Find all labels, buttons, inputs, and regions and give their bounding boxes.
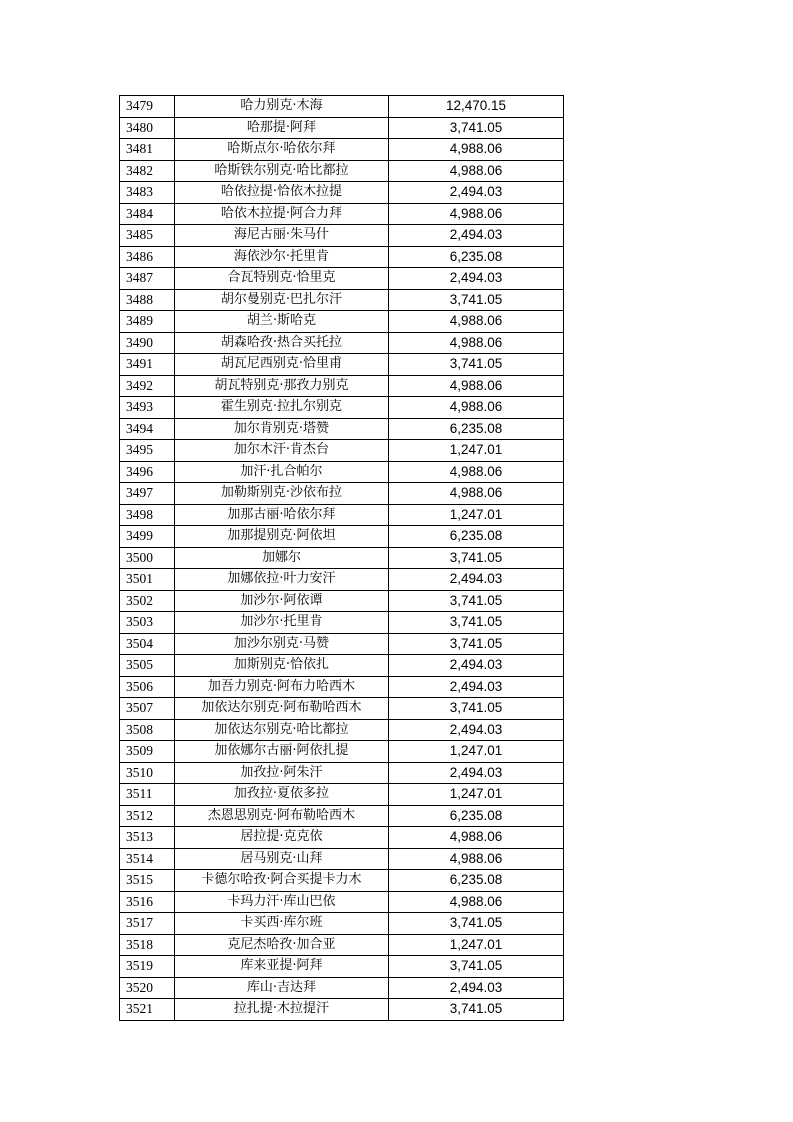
table-row — [120, 547, 564, 569]
table-row — [120, 870, 564, 892]
row-id-cell: 3505 — [120, 655, 175, 677]
row-amount-cell: 1,247.01 — [389, 440, 564, 462]
row-amount-cell: 2,494.03 — [389, 182, 564, 204]
row-name-cell: 哈力别克·木海 — [175, 96, 389, 118]
row-name-cell: 卡买西·库尔班 — [175, 913, 389, 935]
table-row — [120, 504, 564, 526]
row-name-cell: 海依沙尔·托里肯 — [175, 246, 389, 268]
row-amount-cell: 2,494.03 — [389, 977, 564, 999]
row-id-cell: 3516 — [120, 891, 175, 913]
table-row — [120, 934, 564, 956]
row-id-cell: 3518 — [120, 934, 175, 956]
row-name-cell: 胡兰·斯哈克 — [175, 311, 389, 333]
row-name-cell: 胡尔曼别克·巴扎尔汗 — [175, 289, 389, 311]
row-name-cell: 加尔肯别克·塔赞 — [175, 418, 389, 440]
row-name-cell: 加汗·扎合帕尔 — [175, 461, 389, 483]
row-id-cell: 3501 — [120, 569, 175, 591]
row-id-cell: 3509 — [120, 741, 175, 763]
row-id-cell: 3503 — [120, 612, 175, 634]
row-name-cell: 卡德尔哈孜·阿合买提卡力木 — [175, 870, 389, 892]
row-name-cell: 加依达尔别克·哈比都拉 — [175, 719, 389, 741]
row-amount-cell: 3,741.05 — [389, 289, 564, 311]
table-row — [120, 461, 564, 483]
table-row — [120, 289, 564, 311]
table-row — [120, 139, 564, 161]
row-id-cell: 3502 — [120, 590, 175, 612]
table-row — [120, 246, 564, 268]
row-id-cell: 3512 — [120, 805, 175, 827]
row-name-cell: 加依达尔别克·阿布勒哈西木 — [175, 698, 389, 720]
row-id-cell: 3514 — [120, 848, 175, 870]
row-amount-cell: 4,988.06 — [389, 891, 564, 913]
table-row — [120, 590, 564, 612]
row-id-cell: 3483 — [120, 182, 175, 204]
table-row — [120, 784, 564, 806]
table-row — [120, 526, 564, 548]
row-name-cell: 加斯别克·恰依扎 — [175, 655, 389, 677]
row-id-cell: 3492 — [120, 375, 175, 397]
row-name-cell: 加沙尔·托里肯 — [175, 612, 389, 634]
row-name-cell: 加孜拉·阿朱汗 — [175, 762, 389, 784]
row-amount-cell: 4,988.06 — [389, 375, 564, 397]
table-row — [120, 418, 564, 440]
row-amount-cell: 6,235.08 — [389, 526, 564, 548]
table-row — [120, 633, 564, 655]
row-amount-cell: 2,494.03 — [389, 762, 564, 784]
table-row — [120, 375, 564, 397]
row-id-cell: 3482 — [120, 160, 175, 182]
table-row — [120, 332, 564, 354]
table-row — [120, 913, 564, 935]
row-id-cell: 3491 — [120, 354, 175, 376]
row-id-cell: 3508 — [120, 719, 175, 741]
row-amount-cell: 4,988.06 — [389, 139, 564, 161]
row-amount-cell: 1,247.01 — [389, 934, 564, 956]
row-id-cell: 3500 — [120, 547, 175, 569]
row-id-cell: 3504 — [120, 633, 175, 655]
row-amount-cell: 2,494.03 — [389, 569, 564, 591]
table-row — [120, 569, 564, 591]
table-row — [120, 440, 564, 462]
row-id-cell: 3485 — [120, 225, 175, 247]
row-amount-cell: 6,235.08 — [389, 870, 564, 892]
row-amount-cell: 4,988.06 — [389, 160, 564, 182]
row-id-cell: 3517 — [120, 913, 175, 935]
row-id-cell: 3507 — [120, 698, 175, 720]
table-row — [120, 762, 564, 784]
row-amount-cell: 3,741.05 — [389, 117, 564, 139]
row-name-cell: 胡瓦特别克·那孜力别克 — [175, 375, 389, 397]
row-name-cell: 哈依木拉提·阿合力拜 — [175, 203, 389, 225]
row-id-cell: 3487 — [120, 268, 175, 290]
row-name-cell: 加依娜尔古丽·阿依扎提 — [175, 741, 389, 763]
row-name-cell: 克尼杰哈孜·加合亚 — [175, 934, 389, 956]
row-amount-cell: 12,470.15 — [389, 96, 564, 118]
table-row — [120, 676, 564, 698]
row-name-cell: 霍生别克·拉扎尔别克 — [175, 397, 389, 419]
row-amount-cell: 2,494.03 — [389, 268, 564, 290]
row-name-cell: 加勒斯别克·沙依布拉 — [175, 483, 389, 505]
table-row — [120, 268, 564, 290]
row-name-cell: 卡玛力汗·库山巴依 — [175, 891, 389, 913]
table-row — [120, 117, 564, 139]
row-amount-cell: 4,988.06 — [389, 311, 564, 333]
row-amount-cell: 4,988.06 — [389, 203, 564, 225]
row-name-cell: 库来亚提·阿拜 — [175, 956, 389, 978]
row-amount-cell: 4,988.06 — [389, 397, 564, 419]
table-row — [120, 848, 564, 870]
table-row — [120, 397, 564, 419]
table-row — [120, 698, 564, 720]
row-amount-cell: 2,494.03 — [389, 719, 564, 741]
table-row — [120, 483, 564, 505]
row-name-cell: 哈依拉提·恰依木拉提 — [175, 182, 389, 204]
table-row — [120, 891, 564, 913]
row-name-cell: 胡森哈孜·热合买托拉 — [175, 332, 389, 354]
row-id-cell: 3488 — [120, 289, 175, 311]
row-amount-cell: 3,741.05 — [389, 956, 564, 978]
row-amount-cell: 3,741.05 — [389, 547, 564, 569]
row-amount-cell: 4,988.06 — [389, 461, 564, 483]
row-amount-cell: 3,741.05 — [389, 612, 564, 634]
row-id-cell: 3496 — [120, 461, 175, 483]
row-id-cell: 3486 — [120, 246, 175, 268]
table-row — [120, 741, 564, 763]
payment-table — [119, 95, 564, 1021]
table-row — [120, 160, 564, 182]
row-amount-cell: 4,988.06 — [389, 332, 564, 354]
table-row — [120, 225, 564, 247]
row-amount-cell: 1,247.01 — [389, 784, 564, 806]
row-id-cell: 3494 — [120, 418, 175, 440]
row-id-cell: 3511 — [120, 784, 175, 806]
row-name-cell: 加娜尔 — [175, 547, 389, 569]
row-id-cell: 3519 — [120, 956, 175, 978]
row-id-cell: 3499 — [120, 526, 175, 548]
row-amount-cell: 2,494.03 — [389, 655, 564, 677]
row-id-cell: 3515 — [120, 870, 175, 892]
row-id-cell: 3521 — [120, 999, 175, 1021]
row-amount-cell: 3,741.05 — [389, 354, 564, 376]
row-amount-cell: 1,247.01 — [389, 504, 564, 526]
row-name-cell: 拉扎提·木拉提汗 — [175, 999, 389, 1021]
row-name-cell: 居马别克·山拜 — [175, 848, 389, 870]
row-id-cell: 3493 — [120, 397, 175, 419]
row-id-cell: 3513 — [120, 827, 175, 849]
table-row — [120, 182, 564, 204]
row-id-cell: 3497 — [120, 483, 175, 505]
row-id-cell: 3490 — [120, 332, 175, 354]
table-row — [120, 719, 564, 741]
row-name-cell: 哈斯铁尔别克·哈比都拉 — [175, 160, 389, 182]
row-amount-cell: 6,235.08 — [389, 805, 564, 827]
row-id-cell: 3489 — [120, 311, 175, 333]
row-name-cell: 加沙尔·阿依谭 — [175, 590, 389, 612]
row-name-cell: 海尼古丽·朱马什 — [175, 225, 389, 247]
table-row — [120, 96, 564, 118]
row-amount-cell: 1,247.01 — [389, 741, 564, 763]
row-amount-cell: 6,235.08 — [389, 418, 564, 440]
row-amount-cell: 2,494.03 — [389, 225, 564, 247]
row-id-cell: 3495 — [120, 440, 175, 462]
table-row — [120, 827, 564, 849]
row-id-cell: 3479 — [120, 96, 175, 118]
row-name-cell: 哈斯点尔·哈依尔拜 — [175, 139, 389, 161]
row-amount-cell: 3,741.05 — [389, 999, 564, 1021]
row-amount-cell: 3,741.05 — [389, 698, 564, 720]
table-row — [120, 354, 564, 376]
row-amount-cell: 6,235.08 — [389, 246, 564, 268]
row-name-cell: 加那古丽·哈依尔拜 — [175, 504, 389, 526]
row-id-cell: 3506 — [120, 676, 175, 698]
table-row — [120, 956, 564, 978]
row-id-cell: 3480 — [120, 117, 175, 139]
table-row — [120, 977, 564, 999]
row-amount-cell: 4,988.06 — [389, 827, 564, 849]
row-id-cell: 3510 — [120, 762, 175, 784]
row-name-cell: 加孜拉·夏依多拉 — [175, 784, 389, 806]
table-row — [120, 655, 564, 677]
row-name-cell: 居拉提·克克依 — [175, 827, 389, 849]
row-name-cell: 加沙尔别克·马赞 — [175, 633, 389, 655]
row-name-cell: 胡瓦尼西别克·恰里甫 — [175, 354, 389, 376]
row-name-cell: 加那提别克·阿依坦 — [175, 526, 389, 548]
row-amount-cell: 3,741.05 — [389, 633, 564, 655]
row-name-cell: 库山·吉达拜 — [175, 977, 389, 999]
payment-table-body — [120, 96, 564, 1021]
table-row — [120, 999, 564, 1021]
table-row — [120, 612, 564, 634]
row-id-cell: 3484 — [120, 203, 175, 225]
table-row — [120, 805, 564, 827]
row-name-cell: 合瓦特别克·恰里克 — [175, 268, 389, 290]
row-amount-cell: 3,741.05 — [389, 590, 564, 612]
row-name-cell: 杰恩思别克·阿布勒哈西木 — [175, 805, 389, 827]
row-name-cell: 加吾力别克·阿布力哈西木 — [175, 676, 389, 698]
row-id-cell: 3520 — [120, 977, 175, 999]
row-name-cell: 加尔木汗·肯杰台 — [175, 440, 389, 462]
table-row — [120, 203, 564, 225]
row-amount-cell: 3,741.05 — [389, 913, 564, 935]
table-row — [120, 311, 564, 333]
row-amount-cell: 4,988.06 — [389, 483, 564, 505]
row-name-cell: 加娜依拉·叶力安汗 — [175, 569, 389, 591]
row-amount-cell: 2,494.03 — [389, 676, 564, 698]
row-amount-cell: 4,988.06 — [389, 848, 564, 870]
row-id-cell: 3498 — [120, 504, 175, 526]
row-id-cell: 3481 — [120, 139, 175, 161]
row-name-cell: 哈那提·阿拜 — [175, 117, 389, 139]
